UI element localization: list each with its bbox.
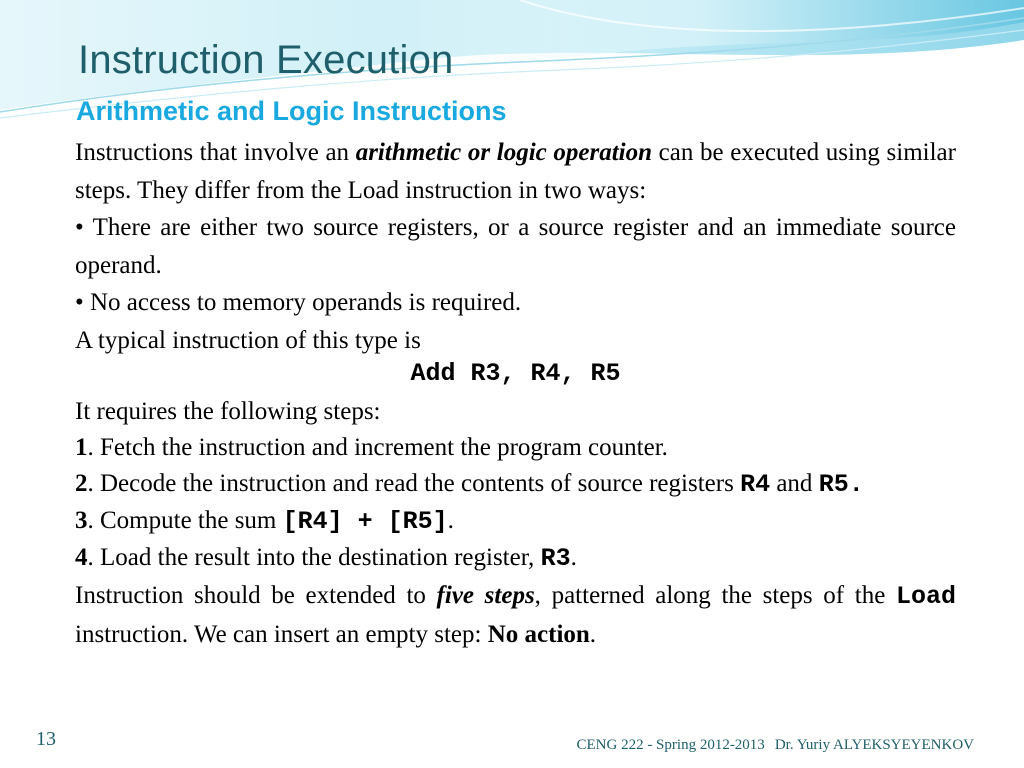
typical-instruction-line: A typical instruction of this type is (75, 326, 421, 354)
slide-subtitle: Arithmetic and Logic Instructions (76, 96, 507, 126)
bullet-item: • No access to memory operands is required. (75, 289, 522, 316)
footer-author: Dr. Yuriy ALYEKSYEYENKOV (774, 737, 974, 753)
step-1: 1. Fetch the instruction and increment the program counter. (75, 434, 668, 461)
footer (566, 737, 974, 754)
slide-body (75, 134, 956, 653)
example-instruction: Add R3, R4, R5 (410, 359, 621, 388)
requires-line: It requires the following steps: (75, 397, 381, 425)
slide-title: Instruction Execution (78, 38, 454, 82)
step-2: 2. Decode the instruction and read the contents of source registers R4 and R5. (75, 470, 864, 499)
step-3: 3. Compute the sum [R4] + [R5]. (75, 507, 454, 536)
footer-course: CENG 222 - Spring 2012-2013 (576, 737, 765, 753)
step-4: 4. Load the result into the destination register, R3. (75, 544, 577, 573)
slide-number: 13 (36, 728, 56, 750)
intro-paragraph: Instructions that involve an arithmetic or logic operation can be executed using similar steps. They differ from the Load instruction in two ways: (75, 139, 956, 204)
bullet-item: • There are either two source registers, or a source register and an immediate source operand. (75, 214, 956, 279)
closing-paragraph: Instruction should be extended to five steps, patterned along the steps of the Load instruction. We can insert an empty step: No action. (75, 582, 956, 648)
